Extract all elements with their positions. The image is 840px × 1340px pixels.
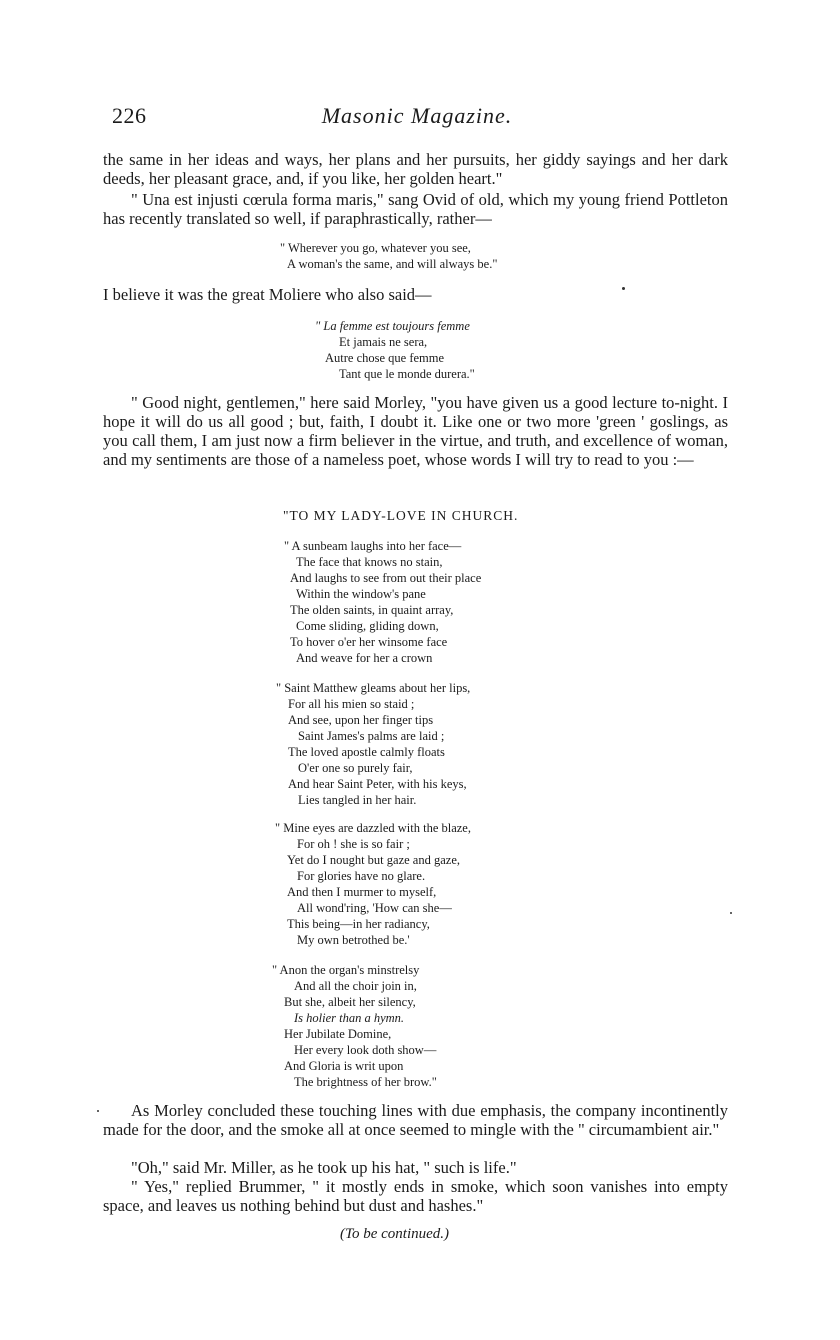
poem-stanza-1	[284, 538, 481, 666]
paragraph-1-text: the same in her ideas and ways, her plans and her pursuits, her giddy sayings and her dark deeds, her pleasant grace, and, if you like, her golden heart."	[103, 150, 728, 188]
paragraph-1	[103, 150, 728, 188]
poem-line: O'er one so purely fair,	[298, 761, 413, 775]
paragraph-5-text: As Morley concluded these touching lines with due emphasis, the company incontinently made for the door, and the smoke all at once seemed to mingle with the " circumambient air."	[103, 1101, 728, 1139]
poem-line: And all the choir join in,	[294, 979, 417, 993]
verse-line: A woman's the same, and will always be."	[287, 257, 498, 271]
verse-line: " Wherever you go, whatever you see,	[280, 241, 471, 255]
paragraph-2	[103, 190, 728, 228]
to-be-continued-note: (To be continued.)	[340, 1226, 450, 1242]
poem-line: " Anon the organ's minstrelsy	[272, 963, 420, 977]
paragraph-2-text: " Una est injusti cœrula forma maris," sang Ovid of old, which my young friend Pottleton has recently translated so well, if paraphrastically, rather—	[103, 190, 728, 228]
couplet-verse	[280, 240, 497, 272]
poem-line: And weave for her a crown	[296, 651, 433, 665]
poem-line: Saint James's palms are laid ;	[298, 729, 445, 743]
poem-line: For glories have no glare.	[297, 869, 426, 883]
poem-line: And Gloria is writ upon	[284, 1059, 404, 1073]
paragraph-3	[103, 285, 728, 304]
paragraph-6	[103, 1158, 728, 1177]
paragraph-4	[103, 393, 728, 469]
poem-stanza-3	[275, 820, 471, 948]
poem-stanza-2	[276, 680, 470, 808]
running-title: Masonic Magazine.	[321, 103, 513, 128]
poem-line: Her Jubilate Domine,	[284, 1027, 392, 1041]
page-header	[112, 103, 722, 133]
poem-line: " A sunbeam laughs into her face—	[284, 539, 462, 553]
poem-line: And then I murmer to myself,	[287, 885, 437, 899]
paragraph-7-text: " Yes," replied Brummer, " it mostly ends in smoke, which soon vanishes into empty space, and leaves us nothing behind but dust and hashes."	[103, 1177, 728, 1215]
verse-line: Tant que le monde durera."	[339, 367, 475, 381]
paragraph-7	[103, 1177, 728, 1215]
poem-line: The brightness of her brow."	[294, 1075, 437, 1089]
poem-line: My own betrothed be.'	[297, 933, 410, 947]
poem-line: For all his mien so staid ;	[288, 697, 415, 711]
print-speck	[730, 912, 732, 914]
poem-line: The face that knows no stain,	[296, 555, 443, 569]
paragraph-6-text: "Oh," said Mr. Miller, as he took up his hat, " such is life."	[131, 1158, 517, 1177]
poem-line: To hover o'er her winsome face	[290, 635, 448, 649]
verse-line: Autre chose que femme	[325, 351, 445, 365]
paragraph-5	[103, 1101, 728, 1139]
poem-line: And see, upon her finger tips	[288, 713, 434, 727]
verse-line: Et jamais ne sera,	[339, 335, 428, 349]
print-speck	[622, 287, 625, 290]
poem-title: "TO MY LADY-LOVE IN CHURCH.	[283, 508, 519, 523]
poem-line: This being—in her radiancy,	[287, 917, 430, 931]
poem-line: Within the window's pane	[296, 587, 426, 601]
print-speck	[97, 1110, 99, 1112]
poem-line: The loved apostle calmly floats	[288, 745, 445, 759]
poem-line: Her every look doth show—	[294, 1043, 437, 1057]
poem-stanza-4	[272, 962, 437, 1090]
verse-line: " La femme est toujours femme	[315, 319, 470, 333]
poem-line: All wond'ring, 'How can she—	[297, 901, 452, 915]
poem-line: " Saint Matthew gleams about her lips,	[276, 681, 471, 695]
poem-line: Come sliding, gliding down,	[296, 619, 439, 633]
poem-line: The olden saints, in quaint array,	[290, 603, 454, 617]
poem-line: But she, albeit her silency,	[284, 995, 416, 1009]
poem-line: And hear Saint Peter, with his keys,	[288, 777, 467, 791]
poem-line: Is holier than a hymn.	[294, 1011, 405, 1025]
paragraph-3-text: I believe it was the great Moliere who also said—	[103, 285, 432, 304]
poem-line: Yet do I nought but gaze and gaze,	[287, 853, 460, 867]
page-number: 226	[112, 103, 147, 128]
poem-line: Lies tangled in her hair.	[298, 793, 417, 807]
french-verse	[315, 318, 475, 382]
paragraph-4-text: " Good night, gentlemen," here said Morley, "you have given us a good lecture to-night. I hope it will do us all good ; but, faith, I doubt it. Like one or two more 'green ' goslings, as you call them, I am just now a firm believer in the virtue, and truth, and excellence of woman, and my sentiments are those of a nameless poet, whose words I will try to read to you :—	[103, 393, 728, 469]
poem-line: For oh ! she is so fair ;	[297, 837, 410, 851]
poem-line: " Mine eyes are dazzled with the blaze,	[275, 821, 471, 835]
poem-line: And laughs to see from out their place	[290, 571, 482, 585]
